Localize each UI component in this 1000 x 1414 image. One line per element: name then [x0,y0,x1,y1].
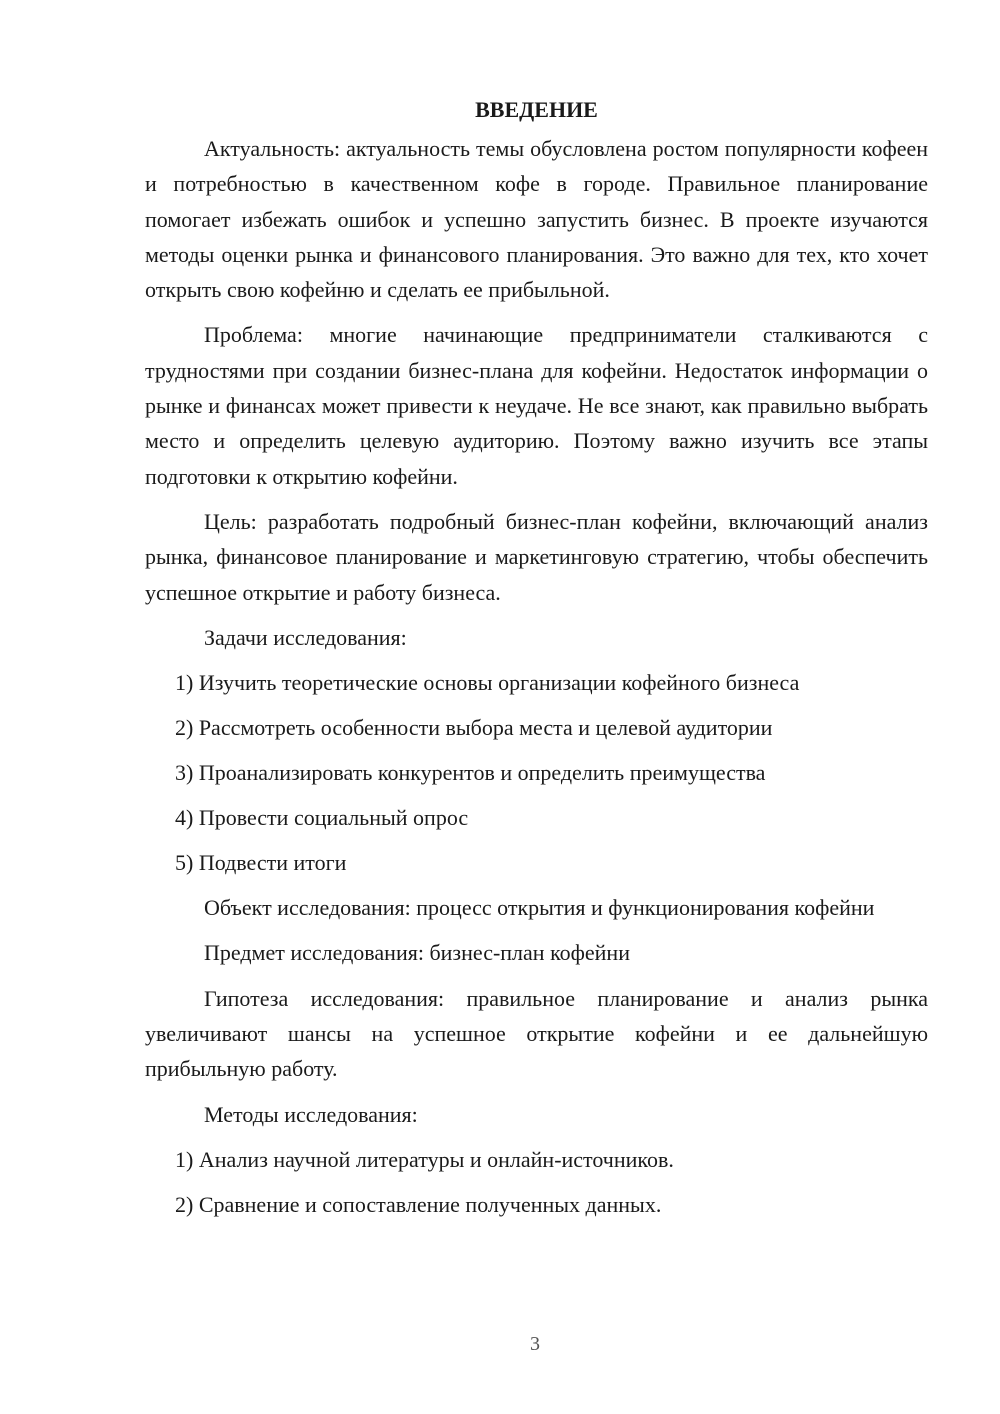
task-item-4: 4) Провести социальный опрос [175,805,469,831]
task-item-2: 2) Рассмотреть особенности выбора места и целевой аудитории [175,715,773,741]
hypothesis-paragraph: Гипотеза исследования: правильное планирование и анализ рынка увеличивают шансы на успешное открытие кофейни и ее дальнейшую прибыльную работу. [145,985,928,1082]
subject-paragraph: Предмет исследования: бизнес-план кофейни [204,940,630,966]
method-item-1: 1) Анализ научной литературы и онлайн-источников. [175,1146,674,1172]
methods-heading: Методы исследования: [204,1101,418,1127]
object-paragraph: Объект исследования: процесс открытия и функционирования кофейни [204,895,875,921]
section-title: ВВЕДЕНИЕ [475,97,598,122]
task-item-5: 5) Подвести итоги [175,850,347,876]
tasks-heading: Задачи исследования: [204,624,407,650]
task-item-3: 3) Проанализировать конкурентов и определить преимущества [175,760,766,786]
document-page [145,92,928,1232]
method-item-2: 2) Сравнение и сопоставление полученных данных. [175,1191,662,1217]
task-item-1: 1) Изучить теоретические основы организации кофейного бизнеса [175,670,800,696]
goal-paragraph: Цель: разработать подробный бизнес-план кофейни, включающий анализ рынка, финансовое планирование и маркетинговую стратегию, чтобы обеспечить успешное открытие и работу бизнеса. [145,508,928,605]
relevance-paragraph: Актуальность: актуальность темы обусловлена ростом популярности кофеен и потребностью в качественном кофе в городе. Правильное планирование помогает избежать ошибок и успешно запустить бизнес. В проекте изучаются методы оценки рынка и финансового планирования. Это важно для тех, кто хочет открыть свою кофейню и сделать ее прибыльной. [145,136,928,303]
problem-paragraph: Проблема: многие начинающие предприниматели сталкиваются с трудностями при создании бизнес-плана для кофейни. Недостаток информации о рынке и финансах может привести к неудаче. Не все знают, как правильно выбрать место и определить целевую аудиторию. Поэтому важно изучить все этапы подготовки к открытию кофейни. [145,322,928,489]
page-number: 3 [530,1333,540,1355]
